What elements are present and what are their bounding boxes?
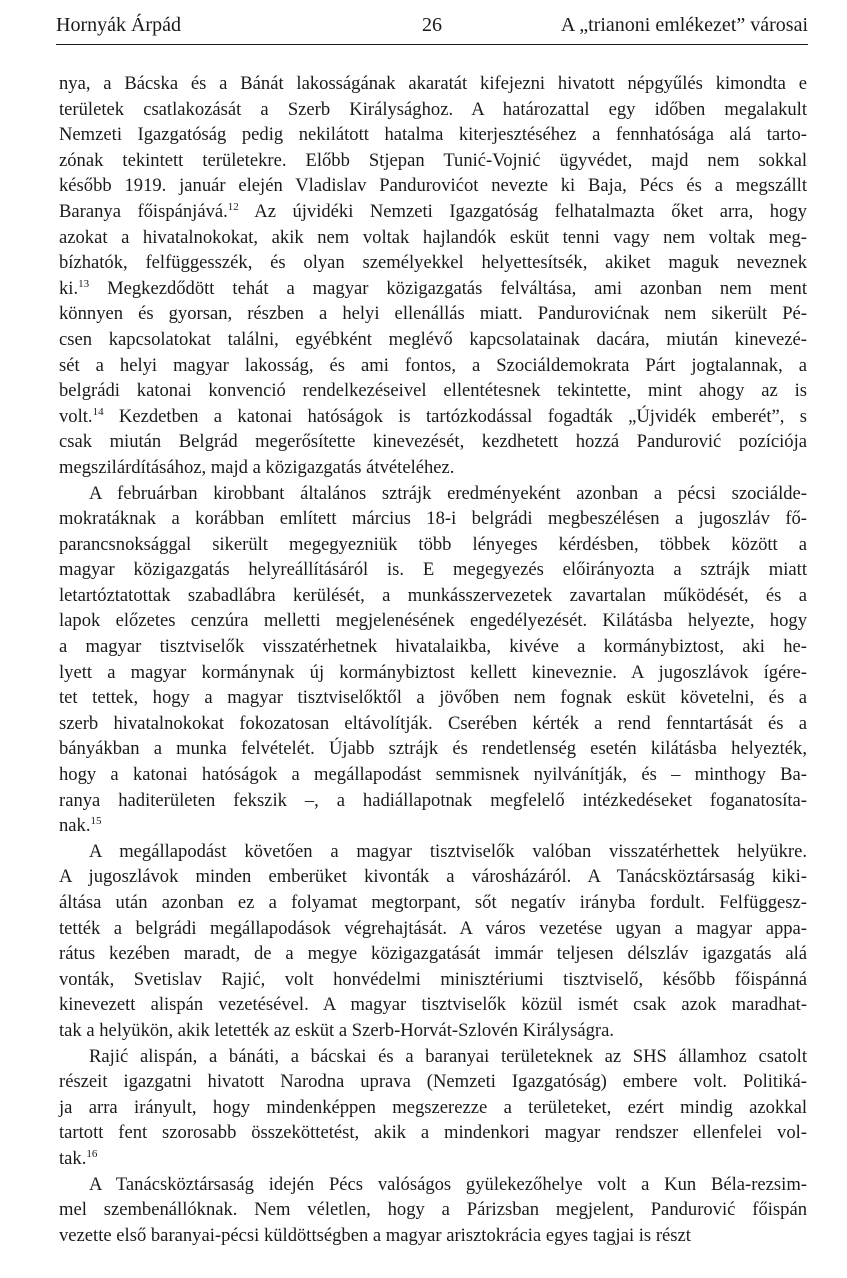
text-line [59,736,807,762]
body-text [59,71,807,1248]
text-line [59,1044,807,1070]
text-run: tet tettek, hogy a magyar tisztviselőktől a jövőben nem fognak esküt követelni, és a [59,687,807,709]
text-line [59,967,807,993]
paragraph [59,71,807,481]
text-run: Kezdetben a katonai hatóságok is tartózkodással fogadták „Újvidék emberét”, s [103,405,807,427]
text-line [59,660,807,686]
text-run: mokratáknak a korábban említett március 18-i belgrádi megbeszélésen a jugoszláv fő- [59,508,807,530]
text-run: bízhatók, felfüggesszék, és olyan személyekkel helyettesítsék, akiket maguk neveznek [59,252,807,274]
text-line [59,916,807,942]
paragraph [59,481,807,839]
text-line [59,890,807,916]
text-line [59,711,807,737]
header-running-title: A „trianoni emlékezet” városai [560,14,808,36]
paragraph [59,839,807,1044]
text-run: kinevezett alispán vezetésével. A magyar tisztviselők közül ismét csak azok maradhat- [59,994,807,1016]
text-run: szerb hivatalnokokat fokozatosan eltávolítják. Cserében kérték a rend fenntartását és a [59,712,807,734]
text-run: letartóztatottak szabadlábra kerülését, a munkásszervezetek zavartalan működését, és a [59,584,807,606]
text-run: tették a belgrádi megállapodások végrehajtását. A város vezetése ugyan a magyar appa- [59,917,807,939]
text-run: tak a helyükön, akik letették az esküt a Szerb-Horvát-Szlovén Királyságra. [59,1019,615,1041]
text-run: ja arra irányult, hogy mindenképpen megszerezze a területeket, ezért mindig azokkal [59,1096,807,1118]
text-line [59,199,807,225]
text-line [59,1146,807,1172]
text-run: könnyen és gyorsan, részben a helyi ellenállás miatt. Pandurovićnak nem sikerült Pé- [59,303,807,325]
text-run: területek csatlakozását a Szerb Királysághoz. A határozattal egy időben megalakult [59,98,807,120]
text-run: vonták, Svetislav Rajić, volt honvédelmi minisztériumi tisztviselő, később főispánná [59,968,807,990]
text-line [59,506,807,532]
text-run: lyett a magyar kormánynak új kormánybiztost kellett kineveznie. A jugoszlávok ígére- [59,661,807,683]
text-run: magyar közigazgatás helyreállításáról is. E megegyezés előirányozta a sztrájk miatt [59,559,807,581]
footnote-marker: 13 [78,277,90,290]
header-rule [56,44,808,45]
text-line [59,378,807,404]
text-run: megszilárdításához, majd a közigazgatás átvételéhez. [59,456,455,478]
header-author: Hornyák Árpád [56,14,181,36]
text-run: A Tanácsköztársaság idején Pécs valóságos gyülekezőhelye volt a Kun Béla-rezsim- [89,1173,807,1195]
text-run: Az újvidéki Nemzeti Igazgatóság felhatalmazta őket arra, hogy [238,200,807,222]
text-run: belgrádi katonai konvenció rendelkezéseivel ellentétesnek tekintette, mint ahogy az is [59,380,807,402]
text-run: hogy a katonai hatóságok a megállapodást semmisnek nyilvánítják, és – minthogy Ba- [59,764,807,786]
text-run: A megállapodást követően a magyar tisztviselők valóban visszatérhettek helyükre. [89,840,807,862]
text-run: Megkezdődött tehát a magyar közigazgatás felváltása, ami azonban nem ment [89,277,807,299]
text-run: nak. [59,815,91,837]
text-line [59,608,807,634]
text-line [59,250,807,276]
text-run: részeit igazgatni hivatott Narodna uprava (Nemzeti Igazgatóság) embere volt. Politiká- [59,1071,807,1093]
text-run: a magyar tisztviselők visszatérhetnek hivatalaikba, kivéve a kormánybiztost, aki he- [59,636,807,658]
text-run: ki. [59,277,79,299]
text-line [59,813,807,839]
footnote-marker: 14 [92,405,104,418]
text-run: bányákban a munka felvételét. Újabb sztrájk és rendetlenség esetén kilátásba helyezték, [59,738,807,760]
text-line [59,685,807,711]
text-line [59,455,807,481]
text-run: volt. [59,405,93,427]
text-line [59,97,807,123]
text-line [59,762,807,788]
footnote-marker: 12 [227,200,239,213]
text-line [59,148,807,174]
text-run: tak. [59,1147,87,1169]
text-line [59,429,807,455]
text-run: vezette első baranyai-pécsi küldöttségben a magyar arisztokrácia egyes tagjai is részt [59,1224,691,1246]
header-page-number: 26 [422,14,442,36]
text-line [59,1095,807,1121]
text-run: Rajić alispán, a bánáti, a bácskai és a baranyai területeknek az SHS államhoz csatolt [89,1045,807,1067]
text-line [59,1197,807,1223]
text-line [59,1018,807,1044]
text-line [59,481,807,507]
text-run: nya, a Bácska és a Bánát lakosságának akaratát kifejezni hivatott népgyűlés kimondta e [59,73,807,94]
footnote-marker: 16 [86,1147,98,1160]
text-line [59,122,807,148]
text-run: azokat a hivatalnokokat, akik nem voltak hajlandók esküt tenni vagy nem voltak meg- [59,226,807,248]
text-line [59,839,807,865]
text-run: sét a helyi magyar lakosság, és ami fontos, a Szociáldemokrata Párt jogtalannak, a [59,354,807,376]
text-run: csen kapcsolatokat találni, egyébként meglévő kapcsolatainak dacára, miután kinevezé- [59,328,807,350]
paragraph [59,1172,807,1249]
text-line [59,992,807,1018]
text-line [59,276,807,302]
text-run: tartott fent szorosabb összeköttetést, akik a mindenkori magyar rendszer ellenfelei vol- [59,1122,807,1144]
text-line [59,532,807,558]
text-line [59,301,807,327]
text-line [59,864,807,890]
text-line [59,1172,807,1198]
paragraph [59,1044,807,1172]
text-run: csak miután Belgrád megerősítette kinevezését, kezdhetett hozzá Pandurović pozíciója [59,431,807,453]
text-line [59,404,807,430]
text-line [59,353,807,379]
text-line [59,71,807,97]
footnote-marker: 15 [90,815,102,828]
text-run: ranya haditerületen fekszik –, a hadiállapotnak megfelelő intézkedéseket foganatosíta- [59,789,807,811]
text-line [59,173,807,199]
text-run: zónak tekintett területekre. Előbb Stjepan Tunić-Vojnić ügyvédet, majd nem sokkal [59,149,807,171]
text-line [59,941,807,967]
text-line [59,1120,807,1146]
running-header [56,12,808,42]
text-line [59,327,807,353]
text-run: rátus kezében maradt, de a megye közigazgatását immár teljesen délszláv igazgatás alá [59,943,807,965]
text-run: parancsnoksággal sikerült megegyezniük több lényeges kérdésben, többek között a [59,533,807,555]
text-line [59,583,807,609]
text-line [59,225,807,251]
text-line [59,1069,807,1095]
text-run: mel szembenállóknak. Nem véletlen, hogy a Párizsban megjelent, Pandurović főispán [59,1199,807,1221]
text-run: Nemzeti Igazgatóság pedig nekilátott hatalma kiterjesztéséhez a fennhatósága alá tarto- [59,124,807,146]
text-line [59,1223,807,1249]
text-run: később 1919. január elején Vladislav Pandurovićot nevezte ki Baja, Pécs és a megszállt [59,175,807,197]
text-line [59,634,807,660]
text-line [59,557,807,583]
text-run: A februárban kirobbant általános sztrájk eredményeként azonban a pécsi szociálde- [89,482,807,504]
text-run: Baranya főispánjává. [59,200,228,222]
text-line [59,788,807,814]
text-run: áltása után azonban ez a folyamat megtorpant, sőt negatív irányba fordult. Felfüggesz- [59,892,807,913]
text-run: lapok előzetes cenzúra melletti megjelenésének engedélyezését. Kilátásba helyezte, hogy [59,610,807,632]
text-run: A jugoszlávok minden emberüket kivonták a városházáról. A Tanácsköztársaság kiki- [59,866,807,888]
